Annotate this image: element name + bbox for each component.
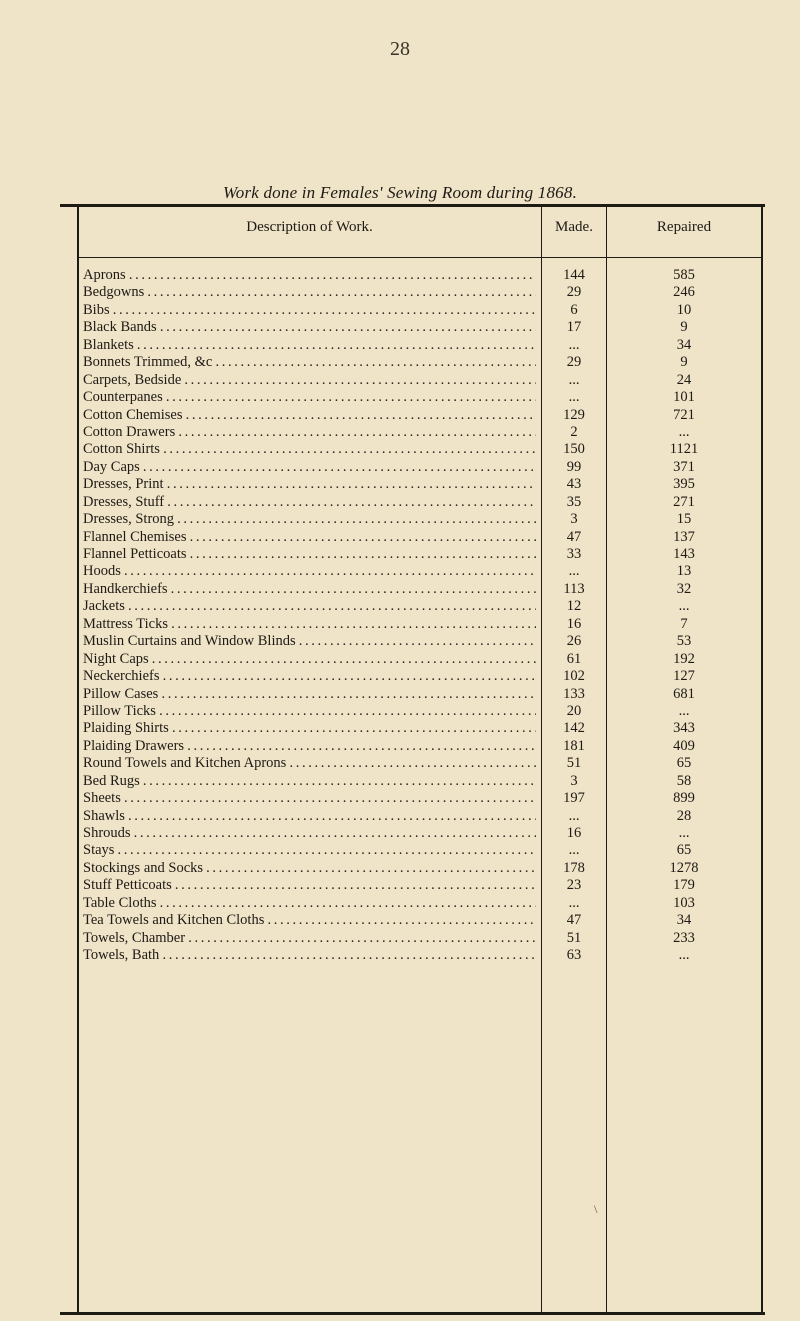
row-description: Stockings and Socks . . . [83, 860, 536, 877]
row-repaired: 137 [673, 528, 695, 545]
row-repaired: 271 [673, 493, 695, 510]
table-row [60, 267, 765, 284]
row-description: Bibs . . . [83, 302, 536, 319]
row-description: Dresses, Strong . . . [83, 511, 536, 528]
row-repaired: 34 [676, 912, 692, 929]
row-repaired: 10 [676, 301, 692, 318]
row-repaired: 143 [673, 546, 695, 562]
table-row [60, 529, 765, 546]
row-description: Cotton Chemises . . . [83, 407, 536, 424]
row-made: 6 [570, 301, 578, 318]
table-row [60, 703, 765, 720]
row-made: 23 [566, 877, 582, 894]
row-made: 99 [566, 458, 582, 475]
table-row [60, 686, 765, 703]
table-row [60, 860, 765, 877]
row-description: Plaiding Shirts . . . [83, 720, 536, 737]
row-repaired: 721 [673, 406, 695, 423]
row-description: Shrouds . . . [83, 825, 536, 842]
table-row [60, 407, 765, 424]
row-repaired: 34 [676, 336, 692, 353]
row-repaired: 192 [673, 650, 695, 667]
table-row [60, 877, 765, 894]
table-row [60, 284, 765, 301]
row-description: Cotton Drawers . . . [83, 424, 536, 441]
row-description: Counterpanes . . . [83, 389, 536, 406]
table-row [60, 633, 765, 650]
row-description: Table Cloths . . . [83, 895, 536, 912]
row-made: 33 [566, 546, 582, 562]
header-description: Description of Work. [246, 219, 373, 235]
table-row [60, 616, 765, 633]
row-repaired: 233 [673, 929, 695, 946]
row-repaired: ... [678, 598, 690, 615]
row-repaired: 1121 [669, 441, 699, 458]
row-description: Towels, Bath . . . [83, 947, 536, 964]
header-repaired: Repaired [656, 219, 712, 235]
table-row [60, 424, 765, 441]
row-description: Sheets . . . [83, 790, 536, 807]
row-description: Dresses, Stuff . . . [83, 494, 536, 511]
table-row [60, 459, 765, 476]
row-repaired: 53 [676, 633, 692, 650]
row-description: Muslin Curtains and Window Blinds . . . [83, 633, 536, 650]
row-description: Neckerchiefs . . . [83, 668, 536, 685]
table-row [60, 581, 765, 598]
row-description: Day Caps . . . [83, 459, 536, 476]
table-row [60, 389, 765, 406]
row-made: 16 [566, 615, 582, 632]
table-row [60, 494, 765, 511]
row-description: Flannel Chemises . . . [83, 529, 536, 546]
row-description: Shawls . . . [83, 808, 536, 825]
row-description: Round Towels and Kitchen Aprons . . . [83, 755, 536, 772]
row-description: Pillow Ticks . . . [83, 703, 536, 720]
row-repaired: 103 [673, 894, 695, 911]
row-made: 129 [563, 406, 585, 423]
row-made: ... [568, 842, 580, 859]
row-repaired: 343 [673, 720, 695, 737]
table-row [60, 773, 765, 790]
row-repaired: ... [678, 702, 690, 719]
table-row [60, 720, 765, 737]
table-row [60, 354, 765, 371]
table-row [60, 563, 765, 580]
table-row [60, 947, 765, 964]
row-description: Bedgowns . . . [83, 284, 536, 301]
row-made: 35 [566, 493, 582, 510]
row-repaired: 9 [680, 319, 688, 336]
row-made: 63 [566, 947, 582, 964]
row-repaired: 681 [673, 685, 695, 702]
stray-mark: \ [594, 1202, 598, 1216]
row-made: ... [568, 336, 580, 353]
row-made: 3 [570, 772, 578, 789]
row-description: Towels, Chamber . . . [83, 930, 536, 947]
row-description: Tea Towels and Kitchen Cloths . . . [83, 912, 536, 929]
row-made: ... [568, 807, 580, 824]
row-made: 2 [570, 423, 578, 440]
table-row [60, 319, 765, 336]
table-row [60, 790, 765, 807]
row-repaired: 28 [676, 807, 692, 824]
row-description: Bonnets Trimmed, &c . . . [83, 354, 536, 371]
row-description: Mattress Ticks . . . [83, 616, 536, 633]
row-description: Plaiding Drawers . . . [83, 738, 536, 755]
page-number: 28 [390, 38, 410, 60]
table-row [60, 668, 765, 685]
row-repaired: 32 [676, 580, 692, 597]
row-repaired: ... [678, 423, 690, 440]
row-made: ... [568, 894, 580, 911]
row-made: 51 [566, 755, 582, 772]
row-repaired: ... [678, 947, 690, 964]
row-repaired: 101 [673, 389, 695, 406]
row-repaired: 585 [673, 267, 695, 283]
row-description: Stuff Petticoats . . . [83, 877, 536, 894]
row-description: Bed Rugs . . . [83, 773, 536, 790]
row-made: ... [568, 371, 580, 388]
row-made: 113 [563, 580, 585, 597]
row-description: Stays . . . [83, 842, 536, 859]
row-made: 16 [566, 825, 582, 841]
row-made: 181 [563, 737, 585, 754]
row-made: 150 [563, 441, 585, 458]
row-description: Pillow Cases . . . [83, 686, 536, 703]
row-repaired: 13 [676, 563, 692, 580]
row-description: Blankets . . . [83, 337, 536, 354]
row-repaired: ... [678, 825, 690, 841]
row-description: Jackets . . . [83, 598, 536, 615]
row-repaired: 65 [676, 755, 692, 772]
table-row [60, 476, 765, 493]
table-row [60, 895, 765, 912]
row-made: 142 [563, 720, 585, 737]
row-description: Night Caps . . . [83, 651, 536, 668]
row-made: 61 [566, 650, 582, 667]
row-repaired: 179 [673, 877, 695, 894]
row-made: 29 [566, 354, 582, 371]
row-description: Dresses, Print . . . [83, 476, 536, 493]
row-repaired: 15 [676, 511, 692, 528]
header-rule [77, 257, 763, 258]
table-row [60, 842, 765, 859]
row-repaired: 899 [673, 790, 695, 807]
table-row [60, 651, 765, 668]
table-row [60, 511, 765, 528]
row-made: 20 [566, 702, 582, 719]
row-description: Black Bands . . . [83, 319, 536, 336]
work-table [60, 204, 765, 1315]
row-repaired: 409 [673, 737, 695, 754]
row-repaired: 371 [673, 458, 695, 475]
row-made: ... [568, 389, 580, 406]
row-made: 178 [563, 859, 585, 876]
row-made: 29 [566, 284, 582, 301]
row-made: 197 [563, 790, 585, 807]
table-caption: Work done in Females' Sewing Room during 1868. [222, 183, 578, 202]
row-made: 17 [566, 319, 582, 336]
header-made: Made. [555, 219, 593, 235]
row-made: 133 [563, 685, 585, 702]
table-row [60, 546, 765, 563]
row-description: Cotton Shirts . . . [83, 441, 536, 458]
table-row [60, 825, 765, 842]
row-made: 102 [563, 668, 585, 685]
table-row [60, 598, 765, 615]
row-repaired: 127 [673, 668, 695, 685]
table-row [60, 441, 765, 458]
row-repaired: 24 [676, 371, 692, 388]
row-made: 3 [570, 511, 578, 528]
row-repaired: 246 [673, 284, 695, 301]
row-made: ... [568, 563, 580, 580]
table-row [60, 808, 765, 825]
table-row [60, 930, 765, 947]
row-repaired: 1278 [669, 859, 699, 876]
row-description: Hoods . . . [83, 563, 536, 580]
table-body [60, 267, 765, 965]
row-made: 43 [566, 476, 582, 493]
row-repaired: 395 [673, 476, 695, 493]
row-made: 12 [566, 598, 582, 615]
row-description: Flannel Petticoats . . . [83, 546, 536, 563]
row-made: 26 [566, 633, 582, 650]
table-row [60, 372, 765, 389]
table-row [60, 755, 765, 772]
row-repaired: 7 [680, 615, 688, 632]
row-repaired: 65 [676, 842, 692, 859]
table-row [60, 912, 765, 929]
row-description: Handkerchiefs . . . [83, 581, 536, 598]
table-row [60, 738, 765, 755]
row-repaired: 58 [676, 772, 692, 789]
table-row [60, 337, 765, 354]
row-repaired: 9 [680, 354, 688, 371]
row-description: Aprons . . . [83, 267, 536, 284]
row-description: Carpets, Bedside . . . [83, 372, 536, 389]
row-made: 144 [563, 267, 585, 283]
row-made: 47 [566, 528, 582, 545]
row-made: 51 [566, 929, 582, 946]
table-row [60, 302, 765, 319]
row-made: 47 [566, 912, 582, 929]
